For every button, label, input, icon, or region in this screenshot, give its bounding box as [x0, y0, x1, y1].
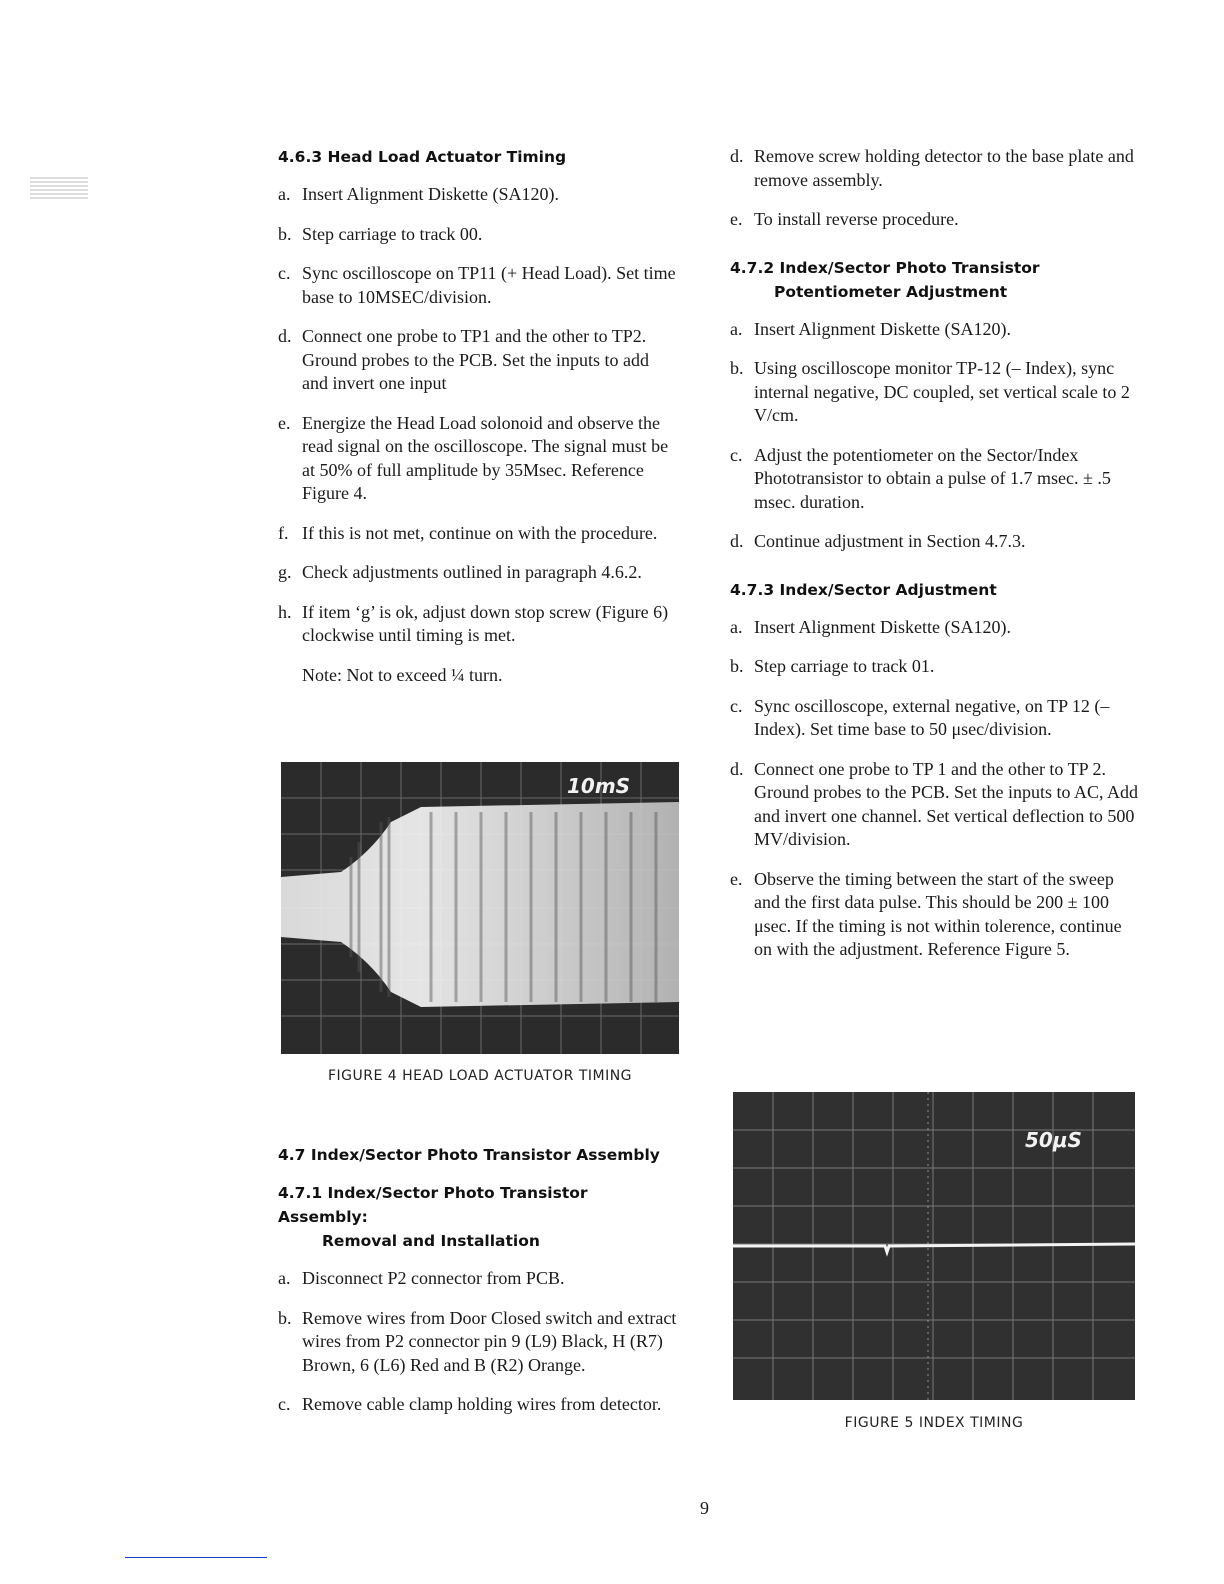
- step-e: [730, 868, 1140, 962]
- step-text: Using oscilloscope monitor TP-12 (– Index), sync internal negative, DC coupled, set vertical scale to 2 V/cm.: [754, 358, 1130, 425]
- left-column: [278, 145, 678, 707]
- section-heading-4-7-1: [278, 1181, 678, 1253]
- step-letter: b.: [278, 1307, 292, 1328]
- step-text: Connect one probe to TP1 and the other to TP2. Ground probes to the PCB. Set the inputs to add and invert one input: [302, 326, 649, 393]
- step-f: [278, 522, 678, 546]
- step-text: Energize the Head Load solonoid and observe the read signal on the oscilloscope. The signal must be at 50% of full amplitude by 35Msec. Reference Figure 4.: [302, 412, 669, 503]
- step-letter: c.: [278, 263, 291, 283]
- oscilloscope-trace-icon: [281, 762, 679, 1054]
- step-e: [730, 208, 1140, 232]
- step-d: [730, 530, 1140, 554]
- step-letter: d.: [278, 326, 292, 346]
- step-letter: a.: [730, 616, 743, 637]
- step-text: Remove wires from Door Closed switch and extract wires from P2 connector pin 9 (L9) Black, H (R7) Brown, 6 (L6) Red and B (R2) Orange.: [302, 1307, 677, 1375]
- step-c: [730, 695, 1140, 742]
- step-text: Insert Alignment Diskette (SA120).: [302, 184, 559, 204]
- figure-5-oscilloscope-photo: [733, 1092, 1135, 1400]
- step-text: Check adjustments outlined in paragraph 4.6.2.: [302, 562, 642, 582]
- section-heading-4-7-3: 4.7.3 Index/Sector Adjustment: [730, 580, 997, 599]
- heading-line: Potentiometer Adjustment: [774, 282, 1008, 301]
- margin-mark-icon: [28, 170, 90, 210]
- figure-4-caption: FIGURE 4 HEAD LOAD ACTUATOR TIMING: [327, 1068, 633, 1084]
- step-text: Sync oscilloscope, external negative, on TP 12 (– Index). Set time base to 50 μsec/division.: [754, 695, 1110, 739]
- step-text: Step carriage to track 01.: [754, 656, 935, 676]
- step-letter: c.: [730, 695, 743, 716]
- scope-timebase-label: 50μS: [1025, 1128, 1082, 1152]
- step-text: If item ‘g’ is ok, adjust down stop screw (Figure 6) clockwise until timing is met.: [302, 601, 669, 645]
- step-letter: b.: [278, 223, 292, 244]
- step-letter: a.: [278, 1268, 291, 1288]
- step-a: [730, 616, 1140, 640]
- step-letter: b.: [730, 358, 744, 378]
- step-letter: c.: [730, 444, 743, 465]
- step-e: [278, 412, 678, 506]
- step-g: [278, 561, 678, 585]
- step-letter: c.: [278, 1394, 291, 1414]
- heading-line: 4.7.2 Index/Sector Photo Transistor: [730, 258, 1040, 277]
- figure-5-caption: FIGURE 5 INDEX TIMING: [844, 1415, 1024, 1431]
- step-letter: d.: [730, 146, 744, 166]
- step-b: [730, 655, 1140, 679]
- step-d: [730, 145, 1140, 192]
- section-heading-4-7-2: [730, 256, 1140, 304]
- step-a: [730, 318, 1140, 342]
- step-text: Disconnect P2 connector from PCB.: [302, 1268, 565, 1288]
- step-text: To install reverse procedure.: [754, 209, 959, 229]
- step-text: Adjust the potentiometer on the Sector/Index Phototransistor to obtain a pulse of 1.7 msec. ± .5 msec. duration.: [754, 444, 1111, 512]
- step-b: [730, 357, 1140, 428]
- step-text: Connect one probe to TP 1 and the other to TP 2. Ground probes to the PCB. Set the inputs to AC, Add and invert one channel. Set vertical deflection to 500 MV/division.: [754, 758, 1139, 849]
- step-letter: d.: [730, 531, 744, 551]
- step-text: If this is not met, continue on with the procedure.: [302, 522, 658, 543]
- step-letter: e.: [730, 209, 743, 229]
- right-column: [730, 145, 1140, 978]
- step-letter: f.: [278, 522, 289, 543]
- step-text: Remove screw holding detector to the base plate and remove assembly.: [754, 146, 1134, 190]
- footer-rule: [125, 1557, 267, 1558]
- step-letter: e.: [730, 868, 743, 889]
- step-text: Remove cable clamp holding wires from detector.: [302, 1394, 662, 1414]
- scope-timebase-label: 10mS: [567, 774, 631, 798]
- note-text: Note: Not to exceed ¼ turn.: [302, 664, 503, 685]
- step-d: [278, 325, 678, 396]
- step-text: Sync oscilloscope on TP11 (+ Head Load). Set time base to 10MSEC/division.: [302, 263, 676, 307]
- step-d: [730, 758, 1140, 852]
- left-column-lower: [278, 1143, 678, 1433]
- step-b: [278, 223, 678, 247]
- step-letter: h.: [278, 601, 292, 622]
- step-text: Insert Alignment Diskette (SA120).: [754, 318, 1011, 339]
- step-a: [278, 1267, 678, 1291]
- step-text: Observe the timing between the start of the sweep and the first data pulse. This should be 200 ± 100 μsec. If the timing is not within tolerence, continue on with the adjustment. Reference Figure 5.: [754, 868, 1122, 959]
- step-b: [278, 1307, 678, 1378]
- step-letter: a.: [278, 184, 291, 204]
- step-c: [278, 262, 678, 309]
- step-letter: d.: [730, 758, 744, 779]
- section-heading-4-6-3: 4.6.3 Head Load Actuator Timing: [278, 148, 567, 166]
- step-a: [278, 183, 678, 207]
- section-heading-4-7: 4.7 Index/Sector Photo Transistor Assembly: [278, 1146, 660, 1164]
- step-letter: e.: [278, 412, 291, 433]
- step-letter: a.: [730, 318, 743, 339]
- step-letter: b.: [730, 656, 744, 676]
- step-text: Step carriage to track 00.: [302, 223, 483, 244]
- page-number: 9: [700, 1498, 709, 1518]
- heading-line: 4.7.1 Index/Sector Photo Transistor Assembly:: [278, 1184, 588, 1226]
- step-h: [278, 601, 678, 648]
- figure-4-oscilloscope-photo: [281, 762, 679, 1054]
- step-text: Continue adjustment in Section 4.7.3.: [754, 531, 1026, 551]
- step-c: [278, 1393, 678, 1417]
- step-c: [730, 444, 1140, 515]
- step-letter: g.: [278, 562, 292, 582]
- heading-line: Removal and Installation: [322, 1232, 540, 1250]
- step-text: Insert Alignment Diskette (SA120).: [754, 616, 1011, 637]
